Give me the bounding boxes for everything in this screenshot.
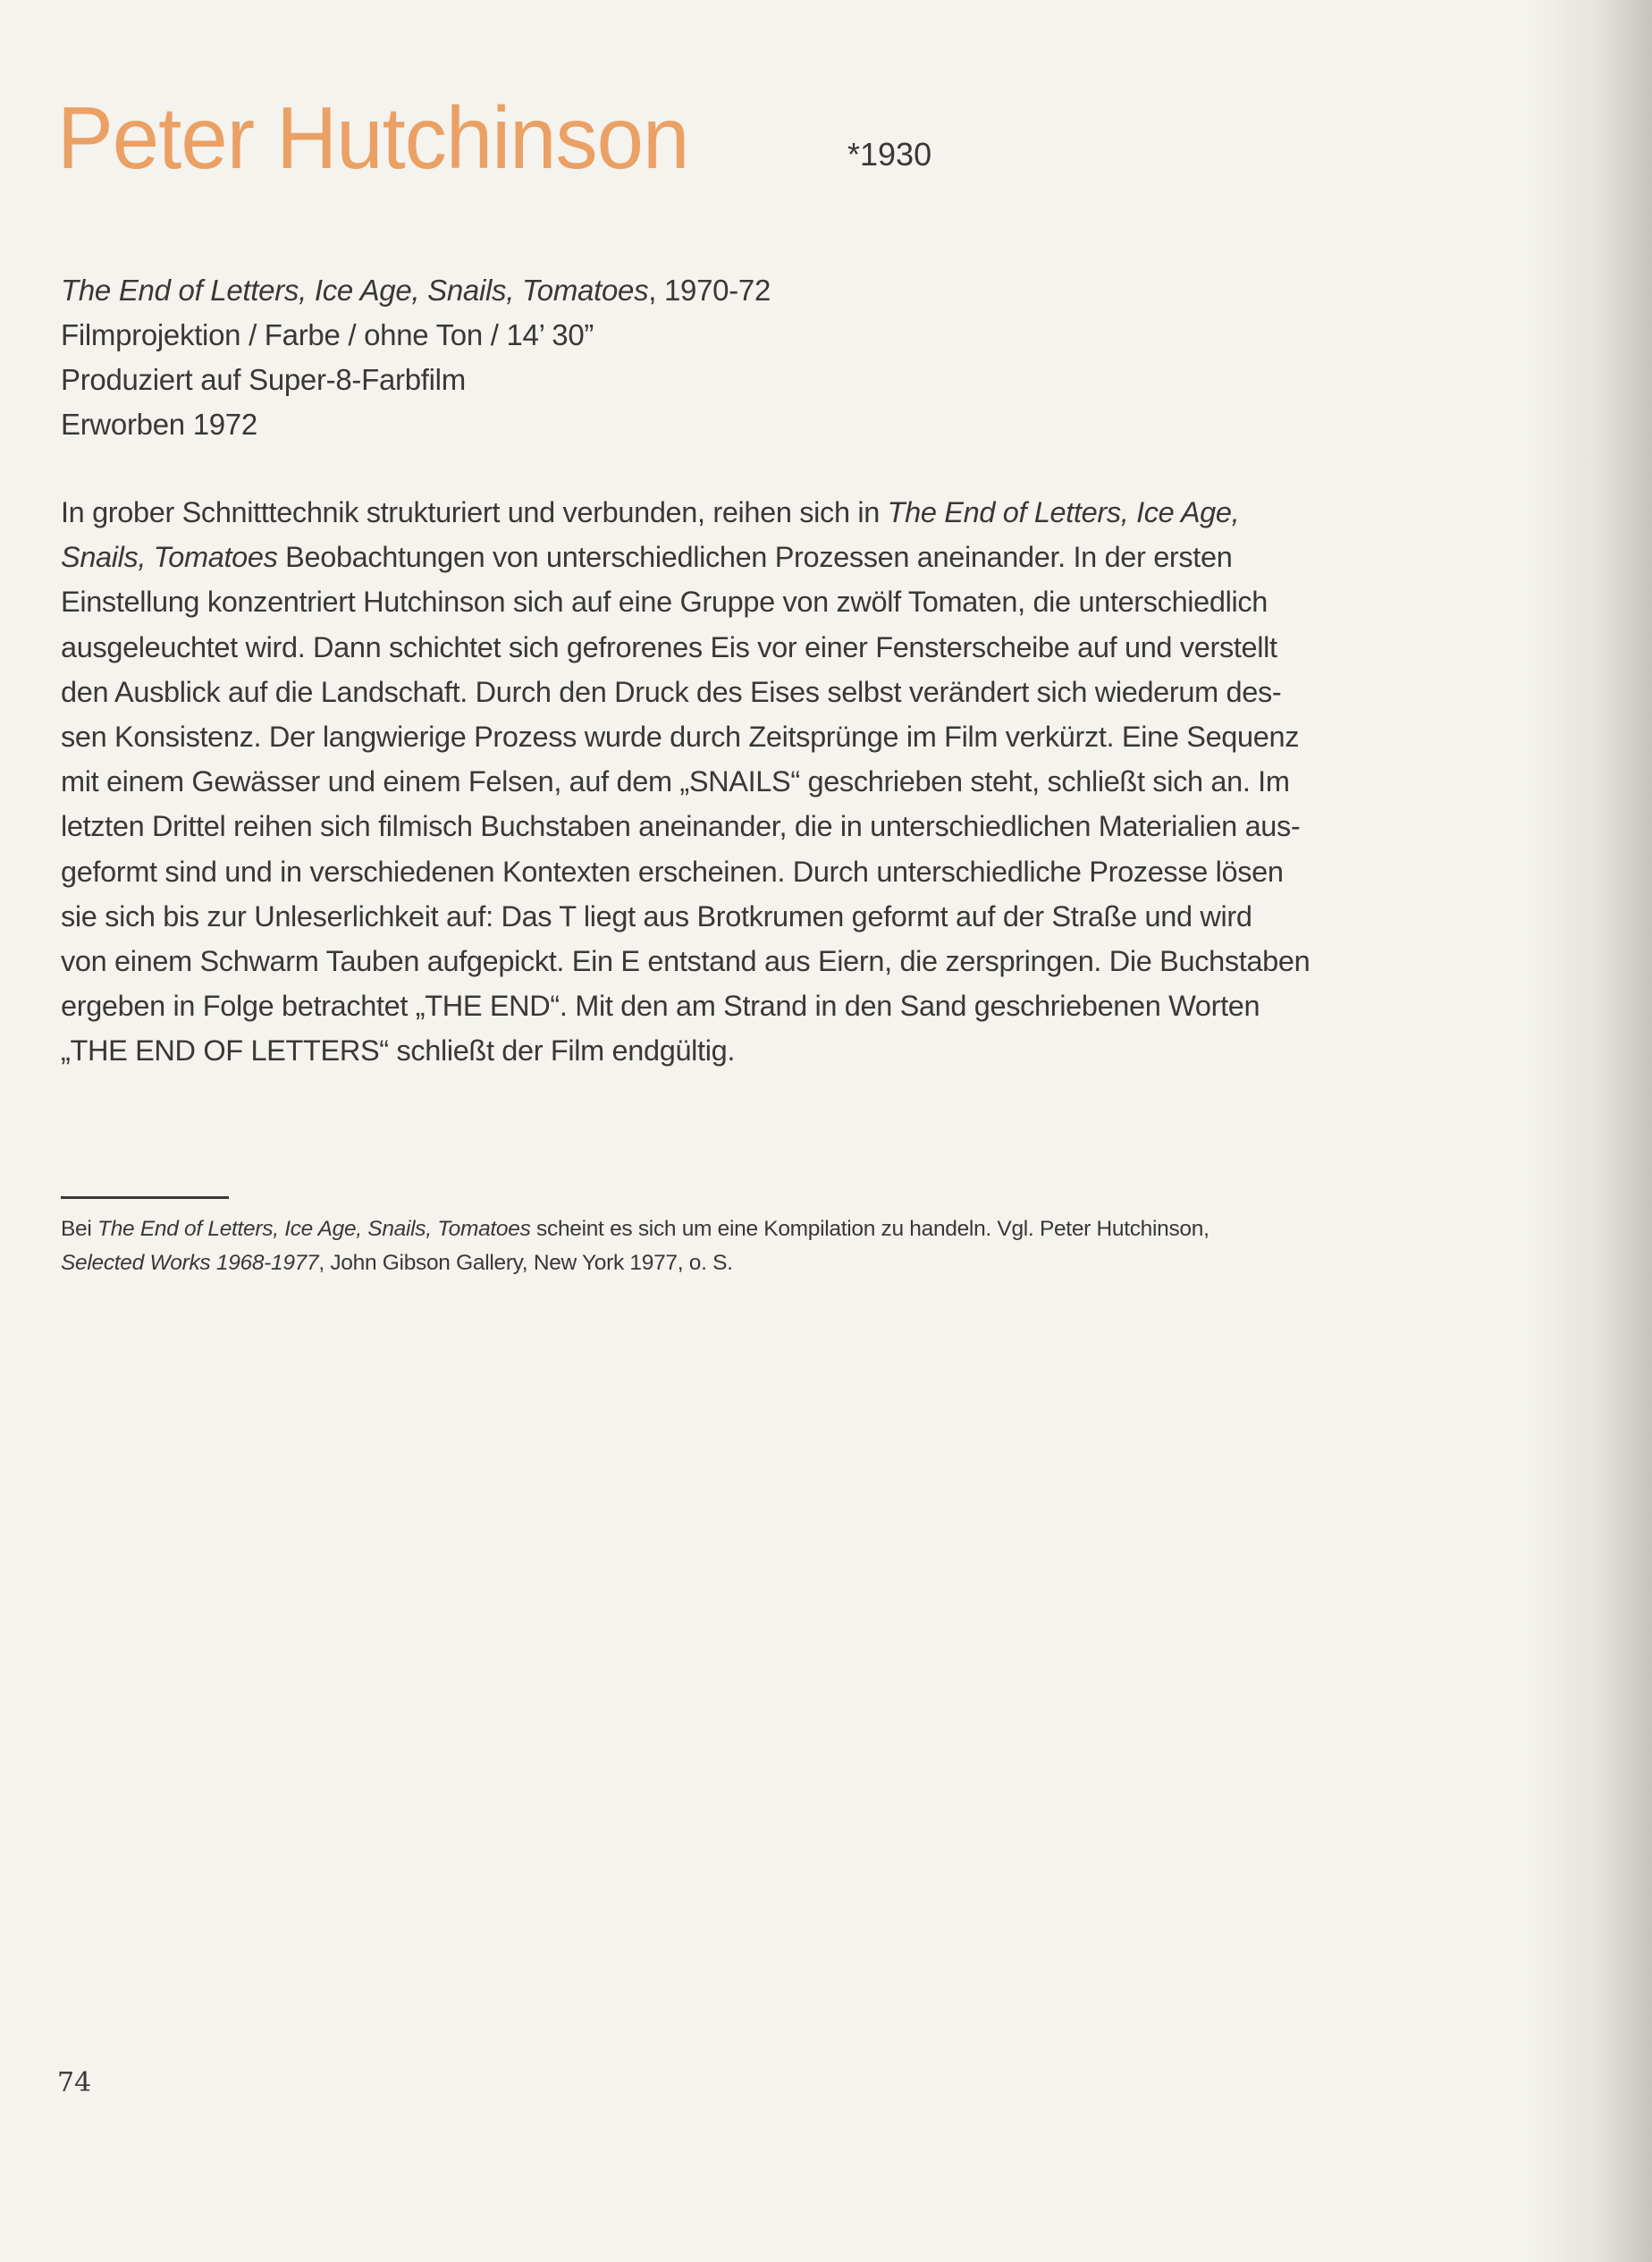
body-text-segment: ergeben in Folge betrachtet „THE END“. Mit den am Strand in den Sand geschriebenen Worten bbox=[61, 990, 1260, 1023]
body-text-segment: Einstellung konzentriert Hutchinson sich auf eine Gruppe von zwölf Tomaten, die unterschiedlich bbox=[61, 586, 1268, 619]
body-italic-segment: The End of Letters, Ice Age, bbox=[887, 496, 1240, 528]
footnote-line bbox=[61, 1212, 1210, 1246]
body-line bbox=[61, 759, 1509, 804]
artist-name: Peter Hutchinson bbox=[57, 89, 689, 187]
body-paragraph bbox=[61, 490, 1509, 1074]
body-line bbox=[61, 579, 1509, 624]
body-text-segment: Beobachtungen von unterschiedlichen Prozessen aneinander. In der ersten bbox=[277, 541, 1233, 574]
footnote-italic: The End of Letters, Ice Age, Snails, Tomatoes bbox=[97, 1217, 531, 1241]
body-line bbox=[61, 939, 1509, 983]
footnote-text: scheint es sich um eine Kompilation zu handeln. Vgl. Peter Hutchinson, bbox=[530, 1217, 1210, 1241]
body-text-segment: letzten Drittel reihen sich filmisch Buchstaben aneinander, die in unterschiedlichen Materialien aus- bbox=[61, 810, 1301, 843]
body-text-segment: sie sich bis zur Unleserlichkeit auf: Das T liegt aus Brotkrumen geformt auf der Straße und wird bbox=[61, 899, 1252, 933]
footnote-line bbox=[61, 1246, 1210, 1280]
body-text-segment: „THE END OF LETTERS“ schließt der Film endgültig. bbox=[61, 1034, 735, 1068]
body-line bbox=[61, 983, 1509, 1028]
body-text-segment: mit einem Gewässer und einem Felsen, auf dem „SNAILS“ geschrieben steht, schließt sich an. Im bbox=[61, 765, 1290, 798]
footnote-text: Bei bbox=[61, 1217, 98, 1241]
page-gutter-shadow bbox=[1527, 0, 1652, 2262]
body-line bbox=[61, 894, 1509, 939]
birth-year: *1930 bbox=[847, 136, 932, 173]
body-italic-segment: Snails, Tomatoes bbox=[61, 541, 278, 574]
body-text-segment: den Ausblick auf die Landschaft. Durch den Druck des Eises selbst verändert sich wiederum des- bbox=[61, 675, 1282, 708]
footnote-text: , John Gibson Gallery, New York 1977, o. S. bbox=[318, 1251, 733, 1275]
artwork-details bbox=[61, 268, 771, 447]
footnote-italic: Selected Works 1968-1977 bbox=[61, 1251, 319, 1275]
body-line bbox=[61, 490, 1509, 535]
artwork-acquired: Erworben 1972 bbox=[61, 408, 257, 441]
body-text-segment: geformt sind und in verschiedenen Kontexten erscheinen. Durch unterschiedliche Prozesse lösen bbox=[61, 855, 1284, 888]
footnote bbox=[61, 1212, 1210, 1280]
body-text-segment: von einem Schwarm Tauben aufgepickt. Ein E entstand aus Eiern, die zerspringen. Die Buchstaben bbox=[61, 945, 1311, 978]
body-line bbox=[61, 670, 1509, 714]
body-line bbox=[61, 849, 1509, 894]
body-line bbox=[61, 1028, 1509, 1073]
artwork-medium: Filmprojektion / Farbe / ohne Ton / 14’ 30” bbox=[61, 318, 594, 351]
body-text-segment: ausgeleuchtet wird. Dann schichtet sich gefrorenes Eis vor einer Fensterscheibe auf und verstellt bbox=[61, 630, 1277, 663]
page-number: 74 bbox=[57, 2067, 92, 2098]
body-text-segment: sen Konsistenz. Der langwierige Prozess wurde durch Zeitsprünge im Film verkürzt. Eine Sequenz bbox=[61, 721, 1300, 754]
header bbox=[57, 88, 715, 189]
artwork-title-line bbox=[61, 268, 771, 313]
body-line bbox=[61, 714, 1509, 759]
body-line bbox=[61, 625, 1509, 670]
body-line bbox=[61, 535, 1509, 579]
body-text-segment: In grober Schnitttechnik strukturiert und verbunden, reihen sich in bbox=[61, 496, 888, 528]
body-line bbox=[61, 804, 1509, 848]
artwork-title: The End of Letters, Ice Age, Snails, Tomatoes bbox=[61, 274, 649, 307]
artwork-production: Produziert auf Super-8-Farbfilm bbox=[61, 363, 466, 396]
footnote-divider bbox=[61, 1196, 229, 1199]
artwork-date: , 1970-72 bbox=[648, 274, 771, 307]
